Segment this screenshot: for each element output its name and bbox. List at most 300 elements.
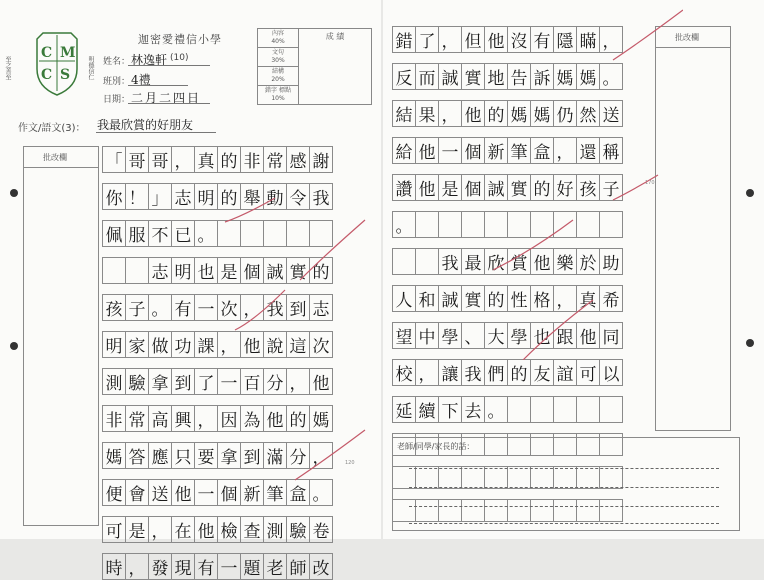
grid-cell: 分: [264, 369, 287, 395]
grid-cell: 友: [531, 360, 554, 386]
grid-cell: 到: [287, 295, 310, 321]
grid-cell: 時: [103, 554, 126, 580]
grid-spacer-cell: [149, 284, 172, 295]
punch-hole: [10, 342, 18, 350]
grid-spacer-cell: [103, 321, 126, 332]
grid-cell: 滿: [264, 443, 287, 469]
grid-spacer-cell: [172, 284, 195, 295]
grid-cell: 已: [172, 221, 195, 247]
grid-cell: 是: [126, 517, 149, 543]
grid-cell: 新: [241, 480, 264, 506]
correction-margin-label: 批改欄: [43, 153, 67, 162]
left-page: [0, 0, 381, 579]
correction-margin-label-right: 批改欄: [675, 33, 699, 42]
grid-spacer-cell: [439, 386, 462, 397]
row-counter-left: 120: [345, 460, 355, 466]
grid-cell: 個: [462, 138, 485, 164]
grid-cell: 到: [241, 443, 264, 469]
grid-spacer-cell: [172, 469, 195, 480]
grid-cell: 們: [485, 360, 508, 386]
grid-cell: 子: [126, 295, 149, 321]
crest-motto-right: 明德信仁: [87, 56, 94, 80]
grid-cell: 一: [439, 138, 462, 164]
grid-cell: 一: [195, 295, 218, 321]
grid-cell: 的: [310, 258, 333, 284]
grid-cell: 媽: [508, 101, 531, 127]
punch-hole: [746, 189, 754, 197]
grid-cell: 同: [600, 323, 623, 349]
grid-cell: 便: [103, 480, 126, 506]
grid-spacer-cell: [462, 423, 485, 434]
grid-cell: 實: [287, 258, 310, 284]
grid-cell: 媽: [103, 443, 126, 469]
grid-cell: 最: [462, 249, 485, 275]
grid-cell: 於: [577, 249, 600, 275]
grid-spacer-cell: [172, 173, 195, 184]
grid-cell: 是: [439, 175, 462, 201]
grid-cell: 到: [172, 369, 195, 395]
grid-row: [103, 554, 333, 580]
grid-spacer-cell: [172, 358, 195, 369]
grid-spacer-cell: [218, 543, 241, 554]
title-underline: [96, 132, 216, 133]
grid-cell: 仍: [554, 101, 577, 127]
grid-cell: 校: [393, 360, 416, 386]
grid-spacer-cell: [103, 506, 126, 517]
grid-cell: 檢: [218, 517, 241, 543]
grid-cell: 「: [103, 147, 126, 173]
grid-cell: 實: [508, 175, 531, 201]
grid-cell: 這: [287, 332, 310, 358]
grid-spacer-cell: [126, 506, 149, 517]
grid-cell: 有: [195, 554, 218, 580]
grid-spacer-cell: [126, 210, 149, 221]
grid-cell: 還: [577, 138, 600, 164]
grid-cell: 。: [485, 397, 508, 423]
grid-cell: 個: [218, 480, 241, 506]
grid-spacer-cell: [172, 247, 195, 258]
grid-spacer-cell: [195, 543, 218, 554]
grid-cell: 盒: [287, 480, 310, 506]
grid-cell: 志: [172, 184, 195, 210]
grid-cell: 非: [241, 147, 264, 173]
correction-margin: [23, 146, 99, 526]
grid-spacer-cell: [485, 423, 508, 434]
grid-cell: 孩: [103, 295, 126, 321]
grid-cell: 是: [218, 258, 241, 284]
grid-cell: 然: [577, 101, 600, 127]
grid-cell: 訴: [531, 64, 554, 90]
grid-cell: 希: [600, 286, 623, 312]
date-label: 日期：: [103, 95, 131, 105]
grid-cell: 隱: [554, 27, 577, 53]
grid-cell: ，: [126, 554, 149, 580]
grid-cell: 。: [393, 212, 416, 238]
grid-cell: 分: [287, 443, 310, 469]
grid-cell: [577, 397, 600, 423]
grid-cell: 功: [172, 332, 195, 358]
grid-cell: 測: [103, 369, 126, 395]
grid-cell: ，: [287, 369, 310, 395]
grid-spacer-cell: [393, 386, 416, 397]
grid-spacer-cell: [103, 284, 126, 295]
grid-cell: 驗: [126, 369, 149, 395]
grid-spacer-cell: [126, 284, 149, 295]
grid-cell: ，: [310, 443, 333, 469]
grid-cell: 反: [393, 64, 416, 90]
grid-cell: 地: [485, 64, 508, 90]
grid-spacer-cell: [149, 395, 172, 406]
grid-cell: 卷: [310, 517, 333, 543]
grid-cell: 改: [310, 554, 333, 580]
grid-spacer-cell: [103, 395, 126, 406]
grid-cell: 的: [485, 286, 508, 312]
grid-cell: 結: [393, 101, 416, 127]
grid-cell: 人: [393, 286, 416, 312]
score-row-sentences: 文句 30%: [258, 48, 299, 67]
grid-cell: ，: [195, 406, 218, 432]
grid-cell: 真: [195, 147, 218, 173]
grid-cell: 他: [416, 175, 439, 201]
grid-cell: 實: [462, 64, 485, 90]
grid-cell: 、: [462, 323, 485, 349]
grid-cell: 下: [439, 397, 462, 423]
grid-spacer-cell: [149, 321, 172, 332]
grid-cell: 的: [287, 406, 310, 432]
grid-cell: 可: [103, 517, 126, 543]
grid-spacer-cell: [126, 358, 149, 369]
grid-cell: 可: [577, 360, 600, 386]
grid-spacer-cell: [126, 247, 149, 258]
grid-cell: 次: [218, 295, 241, 321]
grid-spacer-cell: [126, 321, 149, 332]
grid-spacer-cell: [126, 173, 149, 184]
grid-cell: 和: [416, 286, 439, 312]
grid-cell: 一: [218, 554, 241, 580]
grid-cell: 為: [241, 406, 264, 432]
grid-spacer-cell: [554, 386, 577, 397]
right-page: [383, 0, 764, 539]
grid-cell: 哥: [126, 147, 149, 173]
grid-cell: 他: [577, 323, 600, 349]
grid-cell: [508, 397, 531, 423]
grid-cell: 筆: [508, 138, 531, 164]
grid-cell: 明: [195, 184, 218, 210]
grid-cell: 師: [287, 554, 310, 580]
grid-cell: 給: [393, 138, 416, 164]
grid-cell: 筆: [264, 480, 287, 506]
grid-cell: 誠: [485, 175, 508, 201]
grid-spacer-cell: [103, 210, 126, 221]
grid-cell: 他: [310, 369, 333, 395]
grid-cell: 個: [462, 175, 485, 201]
feedback-line: [409, 523, 719, 524]
grid-cell: 大: [485, 323, 508, 349]
grid-cell: 我: [439, 249, 462, 275]
grid-spacer-cell: [531, 386, 554, 397]
grid-spacer-cell: [103, 358, 126, 369]
grid-cell: 而: [416, 64, 439, 90]
grid-cell: 我: [462, 360, 485, 386]
score-row-errors: 錯字 標點 10%: [258, 86, 299, 105]
grid-cell: 助: [600, 249, 623, 275]
grid-spacer-cell: [126, 395, 149, 406]
grid-cell: 應: [149, 443, 172, 469]
grid-row: [393, 397, 623, 423]
grid-cell: 賞: [508, 249, 531, 275]
grid-cell: ，: [172, 147, 195, 173]
grid-cell: 他: [241, 332, 264, 358]
grid-cell: 有: [172, 295, 195, 321]
grid-cell: [103, 258, 126, 284]
grid-spacer-cell: [287, 543, 310, 554]
grid-cell: 的: [485, 101, 508, 127]
grid-cell: 課: [195, 332, 218, 358]
grid-cell: 拿: [149, 369, 172, 395]
class-label: 班別：: [103, 77, 131, 87]
grid-cell: 新: [485, 138, 508, 164]
grid-spacer: [393, 386, 623, 397]
student-class: 4禮: [131, 73, 151, 87]
grid-cell: 續: [416, 397, 439, 423]
grid-cell: 他: [462, 101, 485, 127]
grid-cell: 讚: [393, 175, 416, 201]
grid-cell: ，: [416, 360, 439, 386]
svg-text:C: C: [41, 67, 53, 83]
grid-spacer-cell: [416, 423, 439, 434]
grid-cell: 孩: [577, 175, 600, 201]
score-row-structure: 結構 20%: [258, 67, 299, 86]
grid-spacer-cell: [172, 432, 195, 443]
grid-spacer-cell: [149, 173, 172, 184]
grid-cell: 誼: [554, 360, 577, 386]
grid-spacer-cell: [172, 543, 195, 554]
score-table: [257, 28, 372, 105]
grid-cell: 望: [393, 323, 416, 349]
grid-cell: 他: [172, 480, 195, 506]
grid-cell: ，: [600, 27, 623, 53]
grid-cell: 讓: [439, 360, 462, 386]
grid-cell: 有: [531, 27, 554, 53]
grid-cell: 題: [241, 554, 264, 580]
grid-cell: 送: [600, 101, 623, 127]
grid-cell: [600, 397, 623, 423]
grid-cell: ，: [439, 101, 462, 127]
grid-cell: 延: [393, 397, 416, 423]
grid-spacer-cell: [531, 423, 554, 434]
grid-cell: 查: [241, 517, 264, 543]
grid-spacer-cell: [416, 386, 439, 397]
grid-cell: 做: [149, 332, 172, 358]
grid-cell: 常: [126, 406, 149, 432]
grid-cell: 子: [600, 175, 623, 201]
grid-cell: 老: [264, 554, 287, 580]
grid-cell: ！: [126, 184, 149, 210]
grid-cell: 一: [195, 480, 218, 506]
grid-cell: 在: [172, 517, 195, 543]
grid-spacer-cell: [103, 469, 126, 480]
grid-cell: 也: [531, 323, 554, 349]
school-name: 迦密愛禮信小學: [138, 33, 222, 46]
grid-spacer-cell: [508, 423, 531, 434]
feedback-label: 老師/同學/家長的話：: [397, 442, 475, 451]
grid-cell: 送: [149, 480, 172, 506]
grid-cell: 告: [508, 64, 531, 90]
grid-cell: 格: [531, 286, 554, 312]
grid-cell: 答: [126, 443, 149, 469]
teacher-tick-marks-right: [383, 0, 683, 360]
grid-cell: 他: [195, 517, 218, 543]
grid-cell: 了: [195, 369, 218, 395]
grid-cell: 說: [264, 332, 287, 358]
grid-cell: 常: [264, 147, 287, 173]
grid-cell: 。: [149, 295, 172, 321]
crest-motto-left: 至之善至: [4, 56, 11, 80]
grid-spacer-cell: [485, 386, 508, 397]
grid-cell: 明: [172, 258, 195, 284]
grid-cell: 瞞: [577, 27, 600, 53]
grid-cell: 個: [241, 258, 264, 284]
grid-cell: 一: [218, 369, 241, 395]
grid-cell: ，: [149, 517, 172, 543]
svg-text:S: S: [60, 67, 71, 83]
grid-cell: [531, 397, 554, 423]
grid-spacer-cell: [126, 543, 149, 554]
grid-cell: 令: [287, 184, 310, 210]
grid-spacer-cell: [241, 543, 264, 554]
grid-cell: 測: [264, 517, 287, 543]
grid-spacer-cell: [172, 321, 195, 332]
grid-cell: ，: [439, 27, 462, 53]
teacher-tick-marks: [215, 180, 375, 540]
assignment-type: 作文/語文(3)：: [18, 123, 86, 134]
grid-cell: 佩: [103, 221, 126, 247]
svg-text:M: M: [60, 45, 76, 61]
grid-cell: ，: [554, 138, 577, 164]
class-underline: [128, 85, 188, 86]
svg-text:C: C: [41, 45, 53, 61]
punch-hole: [10, 189, 18, 197]
grid-cell: 謝: [310, 147, 333, 173]
grid-cell: 沒: [508, 27, 531, 53]
grid-cell: ，: [554, 286, 577, 312]
grid-cell: 興: [172, 406, 195, 432]
grid-cell: 他: [416, 138, 439, 164]
score-row-content: 內容 40%: [258, 29, 299, 48]
grid-spacer-cell: [149, 469, 172, 480]
grid-cell: 果: [416, 101, 439, 127]
grid-row: [393, 360, 623, 386]
grid-cell: 」: [149, 184, 172, 210]
grid-cell: 實: [462, 286, 485, 312]
grid-cell: 只: [172, 443, 195, 469]
grid-spacer-cell: [149, 247, 172, 258]
grid-spacer: [393, 423, 623, 434]
grid-cell: 志: [149, 258, 172, 284]
grid-cell: 現: [172, 554, 195, 580]
grid-cell: 媽: [531, 101, 554, 127]
date-underline: [128, 103, 210, 104]
grid-spacer-cell: [149, 506, 172, 517]
grid-cell: 欣: [485, 249, 508, 275]
grid-spacer-cell: [462, 386, 485, 397]
grid-cell: 媽: [554, 64, 577, 90]
grid-spacer-cell: [264, 543, 287, 554]
school-crest-icon: [25, 25, 89, 97]
grid-spacer-cell: [126, 432, 149, 443]
grid-cell: 的: [508, 360, 531, 386]
grid-cell: 跟: [554, 323, 577, 349]
grid-cell: 會: [126, 480, 149, 506]
grid-cell: 錯: [393, 27, 416, 53]
grid-cell: 媽: [310, 406, 333, 432]
grid-spacer-cell: [554, 423, 577, 434]
grid-spacer-cell: [149, 432, 172, 443]
grid-cell: ，: [218, 332, 241, 358]
grid-cell: 拿: [218, 443, 241, 469]
grid-spacer-cell: [103, 247, 126, 258]
grid-cell: 驗: [287, 517, 310, 543]
grid-cell: 。: [310, 480, 333, 506]
grid-cell: 也: [195, 258, 218, 284]
grid-cell: 以: [600, 360, 623, 386]
punch-hole: [746, 339, 754, 347]
grid-spacer-cell: [103, 432, 126, 443]
grid-cell: 真: [577, 286, 600, 312]
grid-row: [103, 147, 333, 173]
feedback-line: [409, 506, 719, 507]
grid-cell: 他: [531, 249, 554, 275]
grid-spacer-cell: [172, 395, 195, 406]
grid-cell: 。: [195, 221, 218, 247]
grid-cell: 志: [310, 295, 333, 321]
grid-cell: 他: [264, 406, 287, 432]
grid-cell: 了: [416, 27, 439, 53]
name-label: 姓名：: [103, 57, 131, 67]
grid-cell: ，: [241, 295, 264, 321]
grid-cell: 感: [287, 147, 310, 173]
grid-cell: 稱: [600, 138, 623, 164]
grid-spacer-cell: [149, 210, 172, 221]
grid-cell: 因: [218, 406, 241, 432]
grid-spacer-cell: [577, 386, 600, 397]
row-counter-right: 170: [645, 180, 655, 186]
grid-cell: 學: [439, 323, 462, 349]
grid-spacer-cell: [310, 543, 333, 554]
grid-cell: 但: [462, 27, 485, 53]
grid-cell: 誠: [439, 286, 462, 312]
grid-cell: 學: [508, 323, 531, 349]
grid-cell: [554, 397, 577, 423]
grid-spacer-cell: [126, 469, 149, 480]
feedback-line: [409, 487, 719, 488]
date-value: 二月二四日: [131, 91, 202, 105]
grid-cell: 你: [103, 184, 126, 210]
grid-spacer-cell: [149, 358, 172, 369]
grid-cell: 家: [126, 332, 149, 358]
student-name: 林逸軒: [131, 53, 168, 67]
feedback-line: [409, 468, 719, 469]
grid-cell: 發: [149, 554, 172, 580]
grid-spacer: [103, 543, 333, 554]
grid-cell: 舉: [241, 184, 264, 210]
grid-cell: 中: [416, 323, 439, 349]
grid-spacer-cell: [103, 173, 126, 184]
grid-cell: 我: [264, 295, 287, 321]
student-number: (10): [170, 53, 189, 63]
grid-spacer-cell: [149, 543, 172, 554]
grid-spacer-cell: [172, 506, 195, 517]
